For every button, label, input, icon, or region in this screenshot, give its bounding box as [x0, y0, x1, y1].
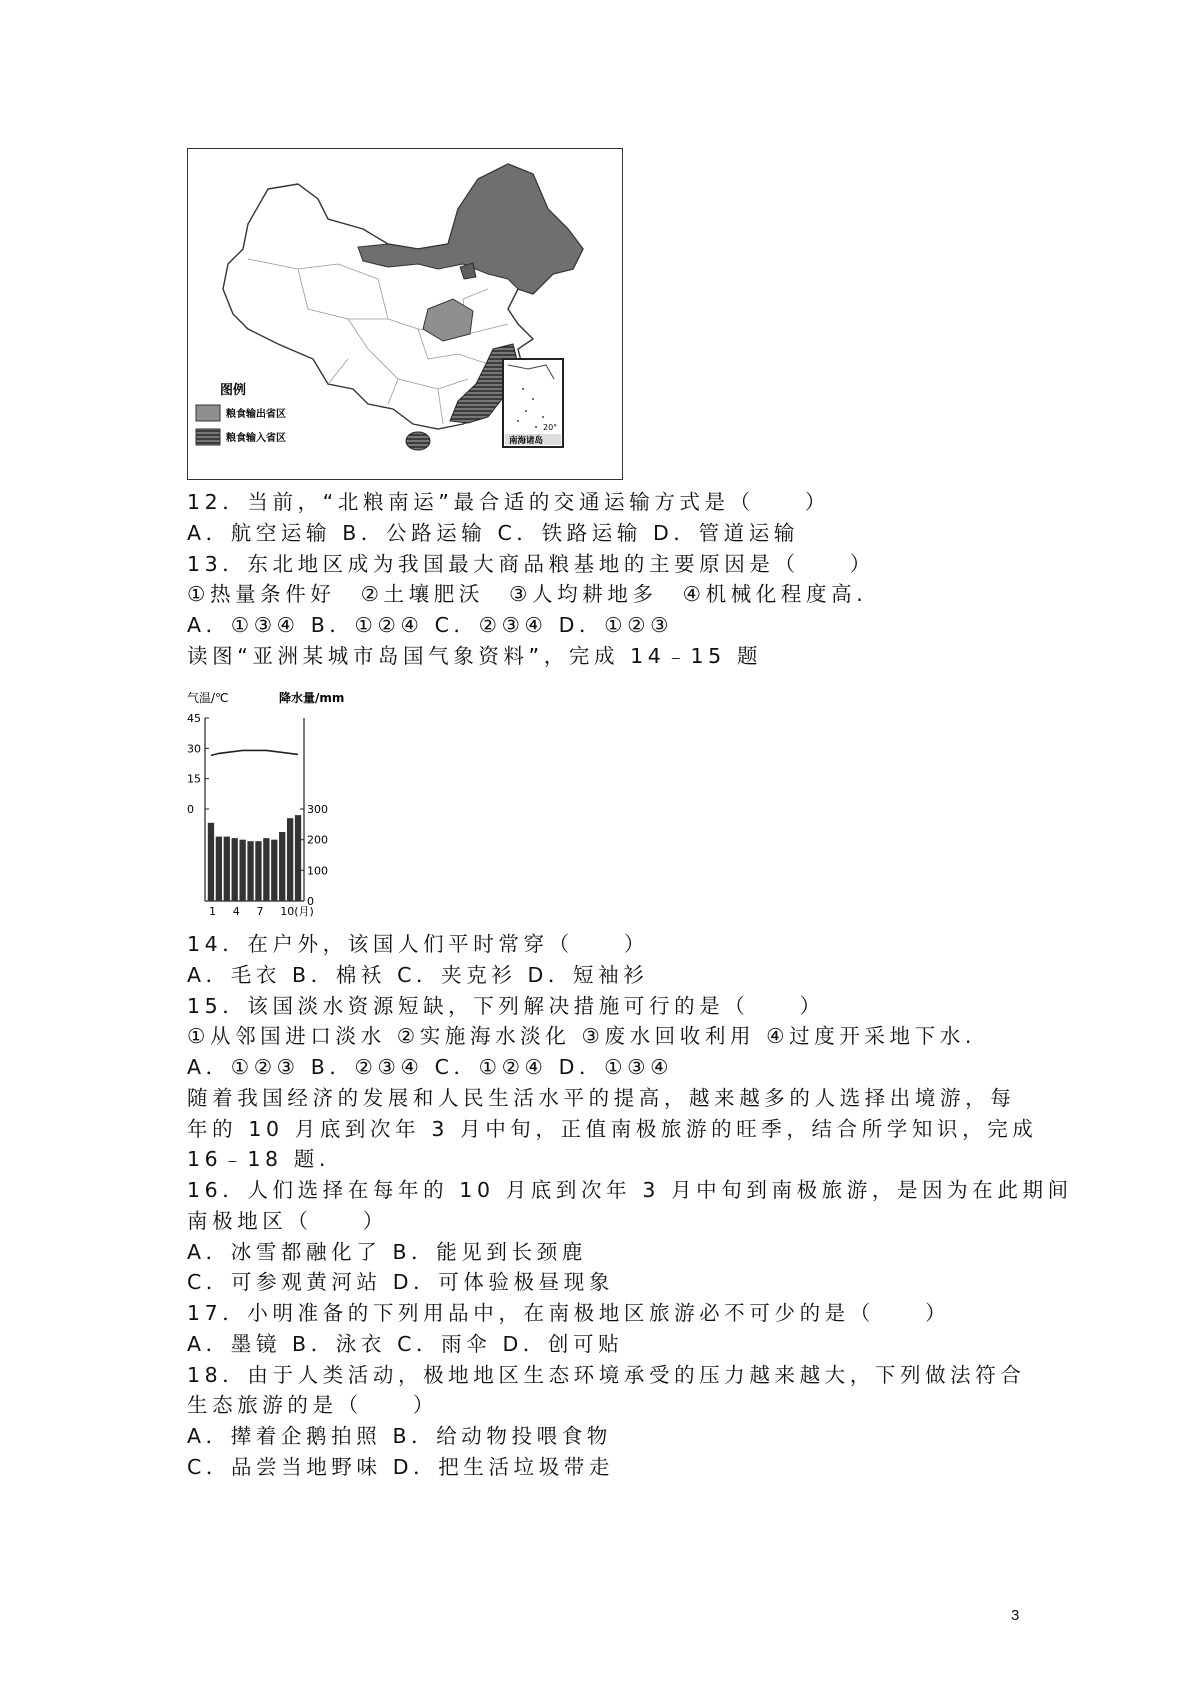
question-18-line2: 生态旅游的是（ ） [187, 1393, 438, 1417]
question-14: 14．在户外，该国人们平时常穿（ ） [187, 932, 649, 956]
china-map-svg [188, 149, 622, 479]
precip-bar [208, 823, 214, 901]
precip-bar [247, 841, 253, 901]
month-tick-label: 1 [209, 905, 216, 918]
precip-bars [208, 815, 301, 901]
climate-chart [187, 688, 367, 918]
intro-14-15: 读图“亚洲某城市岛国气象资料”，完成 14﹣15 题 [187, 644, 763, 668]
temp-tick-label: 30 [187, 742, 201, 756]
question-18-options-2: C．品尝当地野味 D．把生活垃圾带走 [187, 1455, 614, 1479]
inset-degree: 20° [543, 423, 558, 432]
question-13: 13．东北地区成为我国最大商品粮基地的主要原因是（ ） [187, 552, 875, 576]
intro-16-line3: 16﹣18 题. [187, 1147, 331, 1171]
question-18-line1: 18．由于人类活动，极地地区生态环境承受的压力越来越大，下列做法符合 [187, 1363, 1026, 1387]
precip-bar [295, 815, 301, 901]
question-13-statements: ①热量条件好 ②土壤肥沃 ③人均耕地多 ④机械化程度高. [187, 582, 868, 606]
precip-bar [279, 832, 285, 901]
precip-bar [224, 837, 230, 901]
chart-ylabel-right: 降水量/mm [279, 691, 345, 705]
hainan-island [406, 432, 430, 450]
month-tick-label: 10(月) [280, 905, 314, 918]
legend-export-label: 粮食输出省区 [226, 409, 286, 420]
question-16-options-1: A．冰雪都融化了 B．能见到长颈鹿 [187, 1240, 587, 1264]
question-17: 17．小明准备的下列用品中，在南极地区旅游必不可少的是（ ） [187, 1301, 951, 1325]
question-16-line1: 16．人们选择在每年的 10 月底到次年 3 月中旬到南极旅游，是因为在此期间 [187, 1178, 1073, 1202]
precip-tick-label: 0 [307, 895, 314, 908]
question-12: 12．当前，“北粮南运”最合适的交通运输方式是（ ） [187, 490, 831, 514]
question-15: 15．该国淡水资源短缺，下列解决措施可行的是（ ） [187, 994, 825, 1018]
question-12-options: A．航空运输 B．公路运输 C．铁路运输 D．管道运输 [187, 521, 799, 545]
question-16-line2: 南极地区（ ） [187, 1209, 388, 1233]
south-sea-inset [503, 359, 563, 447]
precip-bar [239, 840, 245, 901]
temp-tick-label: 45 [187, 712, 201, 725]
month-tick-label: 4 [232, 905, 240, 918]
question-18-options-1: A．撵着企鹅拍照 B．给动物投喂食物 [187, 1424, 612, 1448]
chart-ylabel-left: 气温/℃ [187, 691, 229, 705]
precip-tick-label: 200 [307, 833, 328, 847]
legend-import-label: 粮食输入省区 [226, 433, 286, 444]
month-tick-label: 7 [256, 905, 264, 918]
question-13-options: A．①③④ B．①②④ C．②③④ D．①②③ [187, 613, 674, 637]
temp-tick-label: 0 [187, 803, 194, 816]
question-15-statements: ①从邻国进口淡水 ②实施海水淡化 ③废水回收利用 ④过度开采地下水. [187, 1024, 976, 1048]
temp-tick-label: 15 [187, 772, 201, 786]
precip-bar [271, 840, 277, 901]
precip-bar [263, 838, 269, 901]
question-15-options: A．①②③ B．②③④ C．①②④ D．①③④ [187, 1055, 674, 1079]
intro-16-line2: 年的 10 月底到次年 3 月中旬，正值南极旅游的旺季，结合所学知识，完成 [187, 1117, 1038, 1141]
page-number: 3 [1011, 1607, 1020, 1624]
question-17-options: A．墨镜 B．泳衣 C．雨伞 D．创可贴 [187, 1332, 624, 1356]
temperature-line [211, 750, 298, 755]
intro-16-line1: 随着我国经济的发展和人民生活水平的提高，越来越多的人选择出境游，每 [187, 1086, 1016, 1110]
china-grain-map [187, 148, 623, 480]
legend-export-swatch [196, 405, 220, 421]
legend-import-swatch [196, 429, 220, 445]
precip-bar [287, 818, 293, 901]
inset-label: 南海诸岛 [509, 436, 544, 446]
x-ticks [209, 905, 314, 918]
precip-tick-label: 100 [307, 864, 328, 878]
question-16-options-2: C．可参观黄河站 D．可体验极昼现象 [187, 1270, 614, 1294]
precip-bar [216, 837, 222, 901]
temp-ticks [187, 712, 209, 816]
legend-title: 图例 [220, 383, 247, 398]
precip-bar [232, 838, 238, 901]
precip-bar [255, 841, 261, 901]
precip-tick-label: 300 [307, 803, 328, 816]
question-14-options: A．毛衣 B．棉袄 C．夹克衫 D．短袖衫 [187, 963, 649, 987]
climate-chart-svg [187, 688, 367, 918]
